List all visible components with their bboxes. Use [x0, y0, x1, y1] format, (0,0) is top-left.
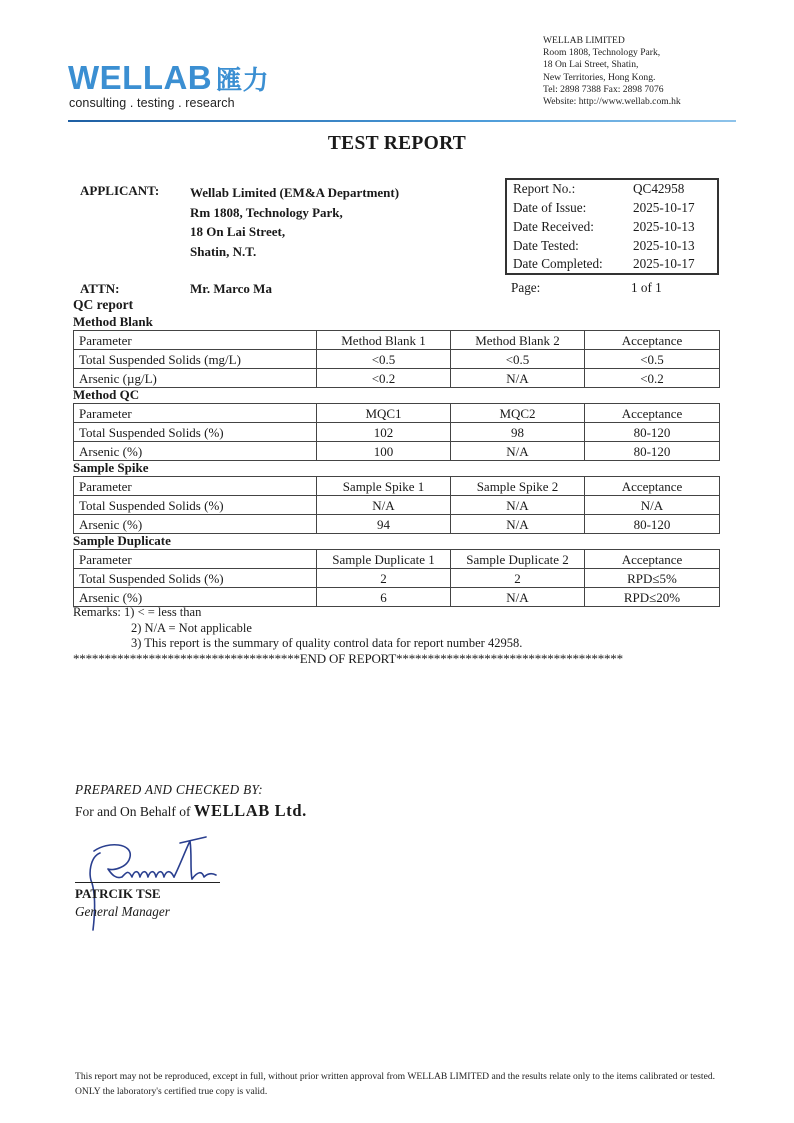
page-value: 1 of 1 [631, 280, 662, 295]
signature-stroke [174, 841, 192, 879]
remark-item: 1) < = less than [124, 605, 202, 619]
header-cell: Sample Duplicate 2 [451, 550, 585, 569]
applicant-line: Shatin, N.T. [190, 243, 257, 259]
table-row [74, 588, 720, 607]
table-row [74, 369, 720, 388]
sample-duplicate-table [73, 549, 720, 607]
parameter-cell: Total Suspended Solids (%) [74, 496, 317, 515]
table-row [74, 496, 720, 515]
attn-label: ATTN: [80, 281, 120, 296]
qc-report-title: QC report [73, 297, 134, 312]
info-key: Report No.: [513, 181, 576, 196]
header-cell: Sample Spike 1 [317, 477, 451, 496]
acceptance-cell: RPD≤5% [585, 569, 720, 588]
value-cell: N/A [451, 369, 585, 388]
remarks [73, 605, 522, 652]
header-cell: Acceptance [585, 550, 720, 569]
header-cell: Parameter [74, 477, 317, 496]
value-cell: 2 [317, 569, 451, 588]
table-row [74, 423, 720, 442]
section-label-method-qc: Method QC [73, 387, 140, 402]
acceptance-cell: <0.5 [585, 350, 720, 369]
page-label: Page: [511, 280, 541, 295]
signature-line [75, 882, 220, 883]
date-received-row [507, 219, 717, 238]
info-value: 2025-10-13 [633, 238, 695, 253]
acceptance-cell: 80-120 [585, 442, 720, 461]
parameter-cell: Arsenic (%) [74, 442, 317, 461]
info-value: 2025-10-13 [633, 219, 695, 234]
header-cell: Parameter [74, 404, 317, 423]
header-cell: Sample Spike 2 [451, 477, 585, 496]
page-title: TEST REPORT [327, 133, 467, 154]
logo-chinese-text: 匯力 [216, 66, 270, 96]
method-blank-table [73, 330, 720, 388]
header-divider [68, 120, 736, 122]
acceptance-cell: <0.2 [585, 369, 720, 388]
table-header-row [74, 331, 720, 350]
info-value: QC42958 [633, 181, 685, 196]
table-header-row [74, 477, 720, 496]
table-row [74, 442, 720, 461]
header-cell: MQC1 [317, 404, 451, 423]
method-qc-table [73, 403, 720, 461]
on-behalf-company: WELLAB Ltd. [193, 801, 307, 820]
acceptance-cell: RPD≤20% [585, 588, 720, 607]
header-cell: Acceptance [585, 331, 720, 350]
report-number-row [507, 181, 717, 200]
on-behalf-prefix: For and On Behalf of [75, 804, 194, 819]
remark-item: 2) N/A = Not applicable [131, 620, 252, 635]
signature-stroke [192, 873, 216, 879]
attn-value: Mr. Marco Ma [190, 281, 272, 296]
info-key: Date Received: [513, 219, 594, 234]
table-header-row [74, 550, 720, 569]
address-line: 18 On Lai Street, Shatin, [543, 59, 639, 71]
acceptance-cell: 80-120 [585, 423, 720, 442]
info-key: Date Tested: [513, 238, 579, 253]
parameter-cell: Total Suspended Solids (mg/L) [74, 350, 317, 369]
value-cell: N/A [317, 496, 451, 515]
table-row [74, 350, 720, 369]
end-of-report-line: ************************************END OF REPORT************************************ [73, 651, 623, 666]
value-cell: 98 [451, 423, 585, 442]
value-cell: 100 [317, 442, 451, 461]
value-cell: 94 [317, 515, 451, 534]
header-cell: Parameter [74, 550, 317, 569]
section-label-method-blank: Method Blank [73, 314, 153, 329]
signature-stroke [180, 837, 206, 843]
signature-image [78, 835, 228, 935]
applicant-label: APPLICANT: [80, 183, 160, 198]
info-key: Date Completed: [513, 256, 603, 271]
value-cell: N/A [451, 496, 585, 515]
remarks-label: Remarks: [73, 605, 121, 619]
value-cell: 2 [451, 569, 585, 588]
sample-spike-table [73, 476, 720, 534]
info-value: 2025-10-17 [633, 256, 695, 271]
header-cell: Method Blank 1 [317, 331, 451, 350]
section-label-sample-spike: Sample Spike [73, 460, 149, 475]
on-behalf-line [75, 801, 307, 821]
info-value: 2025-10-17 [633, 200, 695, 215]
parameter-cell: Total Suspended Solids (%) [74, 423, 317, 442]
value-cell: 102 [317, 423, 451, 442]
value-cell: <0.5 [317, 350, 451, 369]
header-cell: Sample Duplicate 1 [317, 550, 451, 569]
company-logo [68, 60, 269, 99]
signer-title: General Manager [75, 904, 170, 919]
address-line: New Territories, Hong Kong. [543, 71, 656, 83]
header-cell: Method Blank 2 [451, 331, 585, 350]
applicant-address [190, 183, 399, 261]
table-header-row [74, 404, 720, 423]
value-cell: <0.2 [317, 369, 451, 388]
prepared-by-label: PREPARED AND CHECKED BY: [75, 782, 263, 797]
address-line: Room 1808, Technology Park, [543, 47, 661, 59]
applicant-line: Rm 1808, Technology Park, [190, 204, 343, 220]
date-completed-row [507, 256, 717, 275]
table-row [74, 515, 720, 534]
value-cell: N/A [451, 588, 585, 607]
value-cell: <0.5 [451, 350, 585, 369]
value-cell: 6 [317, 588, 451, 607]
footer-disclaimer: This report may not be reproduced, except in full, without prior written approval from WELLAB LIMITED and the results relate only to the items calibrated or tested. ONLY the laboratory's certified true copy is valid. [75, 1071, 716, 1097]
date-of-issue-row [507, 200, 717, 219]
signer-name: PATRCIK TSE [75, 886, 161, 901]
report-info-box [505, 178, 719, 275]
address-line: WELLAB LIMITED [543, 35, 625, 46]
logo-text: WELLAB [68, 59, 213, 96]
acceptance-cell: 80-120 [585, 515, 720, 534]
parameter-cell: Arsenic (%) [74, 588, 317, 607]
address-line: Tel: 2898 7388 Fax: 2898 7076 [543, 83, 664, 95]
header-cell: MQC2 [451, 404, 585, 423]
applicant-line: Wellab Limited (EM&A Department) [190, 185, 400, 200]
applicant-line: 18 On Lai Street, [190, 224, 286, 239]
table-row [74, 569, 720, 588]
company-address [543, 35, 681, 108]
header-cell: Acceptance [585, 404, 720, 423]
remark-item: 3) This report is the summary of quality control data for report number 42958. [131, 636, 523, 650]
parameter-cell: Total Suspended Solids (%) [74, 569, 317, 588]
parameter-cell: Arsenic (%) [74, 515, 317, 534]
section-label-sample-duplicate: Sample Duplicate [73, 533, 171, 548]
info-key: Date of Issue: [513, 200, 587, 215]
page-number-row [511, 280, 721, 299]
date-tested-row [507, 238, 717, 257]
remark-line [73, 605, 522, 621]
address-line: Website: http://www.wellab.com.hk [543, 95, 681, 107]
signature-stroke [94, 845, 174, 878]
value-cell: N/A [451, 515, 585, 534]
acceptance-cell: N/A [585, 496, 720, 515]
logo-tagline: consulting . testing . research [69, 96, 235, 110]
parameter-cell: Arsenic (µg/L) [74, 369, 317, 388]
value-cell: N/A [451, 442, 585, 461]
header-cell: Acceptance [585, 477, 720, 496]
header-cell: Parameter [74, 331, 317, 350]
